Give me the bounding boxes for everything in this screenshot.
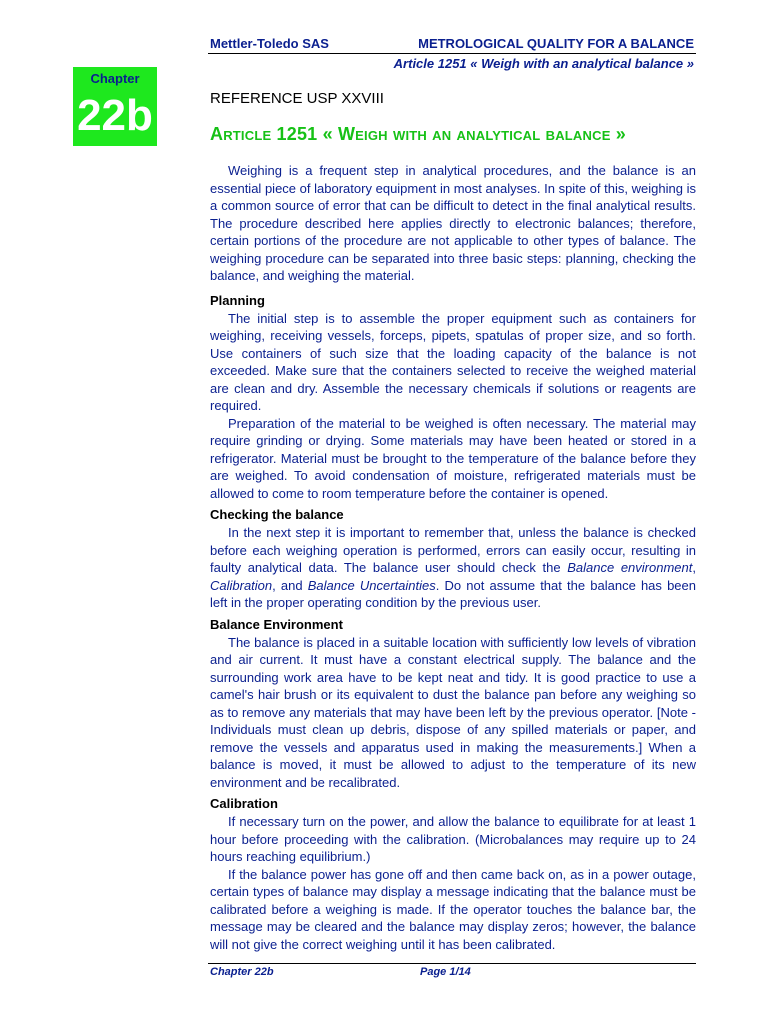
footer-rule bbox=[208, 963, 696, 964]
document-body bbox=[210, 162, 696, 953]
header-doc-title: METROLOGICAL QUALITY FOR A BALANCE bbox=[418, 36, 694, 51]
ref-calibration: Calibration bbox=[210, 577, 273, 593]
section-heading-calibration: Calibration bbox=[210, 796, 278, 811]
planning-paragraph-1: The initial step is to assemble the proper equipment such as containers for weighing, receiving vessels, forceps, pipets, spatulas of proper size, and so forth. Use containers of such size that the loading capacity of the balance is not exceeded. Make sure that the containers selected to receive the weighed material are clean and dry. Assemble the necessary chemicals if solutions or reagents are required. bbox=[210, 310, 696, 413]
checking-text-a: In the next step it is important to remember that, unless the balance is checked before each weighing operation is performed, errors can easily occur, resulting in faulty analytical data. The balance user should check the bbox=[210, 525, 696, 575]
calibration-paragraph-2: If the balance power has gone off and then came back on, as in a power outage, certain types of balance may display a message indicating that the balance must be calibrated before a weighing is made. If the operator touches the balance bar, the message may be cleared and the balance may display zeros; however, the balance will not give the correct weighing until it has been calibrated. bbox=[210, 866, 696, 952]
header-company: Mettler-Toledo SAS bbox=[210, 36, 329, 51]
checking-paragraph bbox=[210, 524, 696, 612]
chapter-badge bbox=[73, 67, 157, 146]
chapter-number: 22b bbox=[77, 91, 153, 140]
section-heading-planning: Planning bbox=[210, 292, 265, 308]
ref-balance-environment: Balance environment bbox=[567, 560, 693, 575]
environment-paragraph: The balance is placed in a suitable location with sufficiently low levels of vibration and air current. It must have a constant electrical supply. The balance and the surrounding work area have to be kept neat and tidy. It is good practice to use a camel's hair brush or its equivalent to dust the balance pan before any weighing so as to remove any materials that may have been left by the previous operator. [Note - Individuals must clean up debris, dispose of any spilled materials or paper, and remove the vessels and apparatus used in making the measurements.] When a balance is moved, it must be allowed to adjust to the temperature of its new environment and be recalibrated. bbox=[210, 634, 696, 790]
footer-page-number: Page 1/14 bbox=[420, 966, 471, 978]
section-heading-checking: Checking the balance bbox=[210, 507, 344, 522]
planning-paragraph-2: Preparation of the material to be weighed is often necessary. The material may require grinding or drying. Some materials may have been heated or stored in a refrigerator. Material must be brought to the temperature of the balance before they are weighed. To avoid condensation of moisture, refrigerated materials must be allowed to come to room temperature before the container is opened. bbox=[210, 415, 696, 501]
checking-text-b: . Do not assume that the balance has been left in the proper operating condition by the previous user. bbox=[210, 577, 696, 610]
calibration-paragraph-1: If necessary turn on the power, and allow the balance to equilibrate for at least 1 hour before proceeding with the calibration. (Microbalances may require up to 24 hours reaching equilibrium.) bbox=[210, 814, 696, 864]
header-rule bbox=[208, 53, 696, 54]
intro-paragraph: Weighing is a frequent step in analytical procedures, and the balance is an essential piece of laboratory equipment in most analyses. In spite of this, weighing is a common source of error that can be difficult to detect in the final analytical results. The procedure described here applies directly to electronic balances; therefore, certain portions of the procedure are not applicable to other types of balance. The weighing procedure can be separated into three basic steps: planning, checking the balance, and weighing the material. bbox=[210, 163, 696, 283]
ref-balance-uncertainties: Balance Uncertainties bbox=[307, 577, 436, 593]
article-title: Article 1251 « Weigh with an analytical balance » bbox=[210, 124, 626, 144]
separator-2: , and bbox=[272, 577, 308, 593]
reference-heading: REFERENCE USP XXVIII bbox=[210, 90, 384, 107]
chapter-label: Chapter bbox=[90, 71, 140, 86]
footer-chapter: Chapter 22b bbox=[210, 966, 274, 978]
separator-1: , bbox=[692, 560, 696, 575]
header-subtitle: Article 1251 « Weigh with an analytical balance » bbox=[393, 56, 694, 71]
section-heading-environment: Balance Environment bbox=[210, 616, 343, 632]
